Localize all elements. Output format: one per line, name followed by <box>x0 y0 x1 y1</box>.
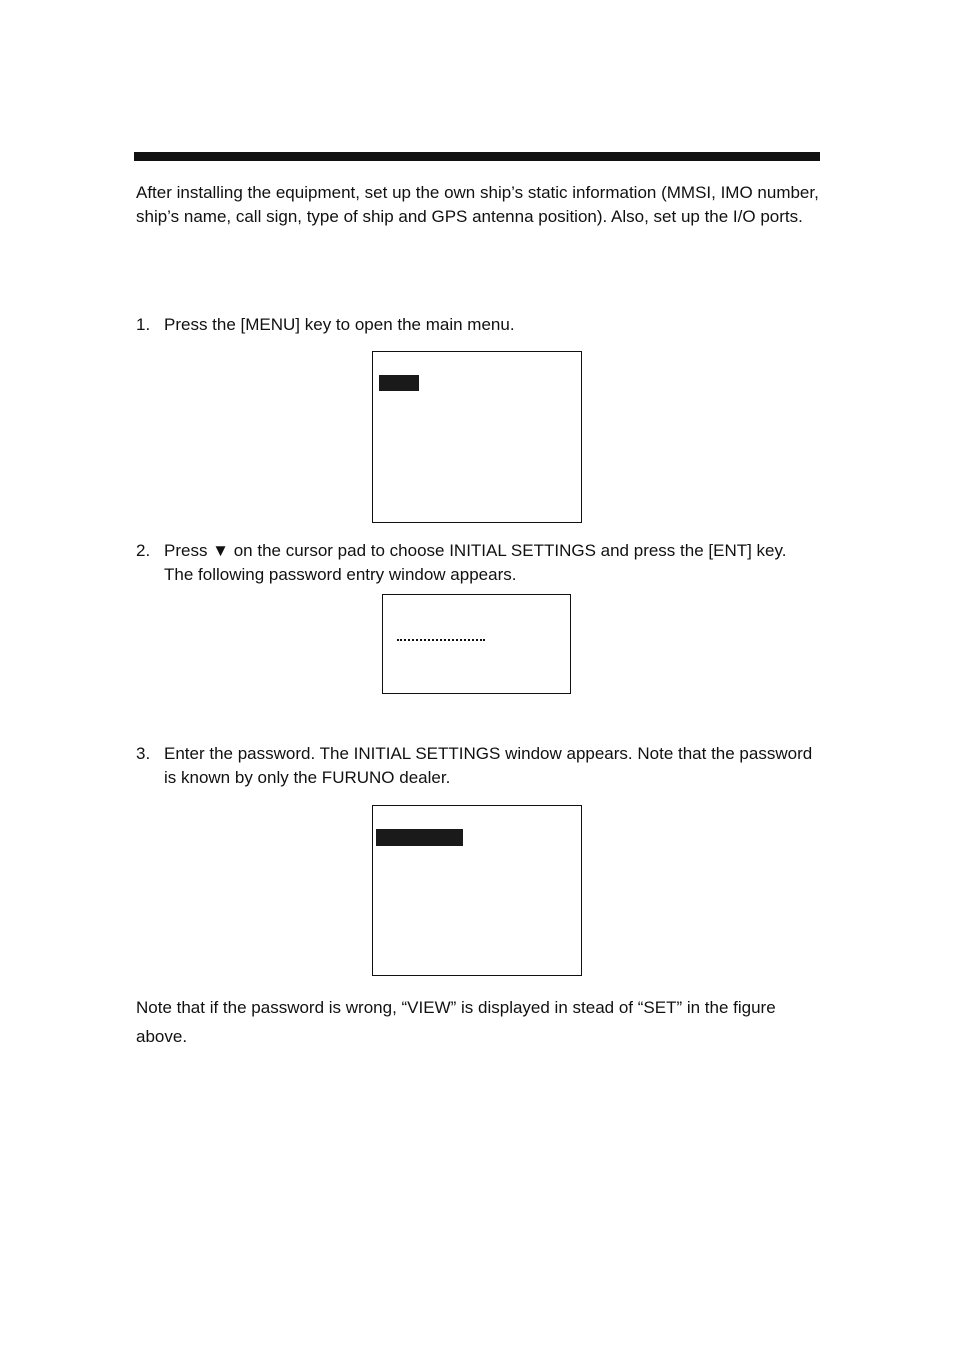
step-2 <box>136 539 820 587</box>
step-3 <box>136 742 820 790</box>
step-text: Press the [MENU] key to open the main menu. <box>164 315 515 334</box>
main-menu-figure <box>372 351 582 523</box>
step-number: 1. <box>136 315 151 334</box>
intro-paragraph: After installing the equipment, set up the own ship’s static information (MMSI, IMO number, ship’s name, call sign, type of ship and GPS antenna position). Also, set up the I/O ports. <box>136 183 819 226</box>
step-1 <box>136 313 820 337</box>
password-entry-figure <box>382 594 571 694</box>
initial-settings-figure <box>372 805 582 976</box>
step-number: 3. <box>136 744 151 763</box>
step-number: 2. <box>136 541 151 560</box>
section-header-rule <box>134 152 820 161</box>
step-text: Enter the password. The INITIAL SETTINGS window appears. Note that the password is known by only the FURUNO dealer. <box>164 744 813 787</box>
step-text: Press ▼ on the cursor pad to choose INITIAL SETTINGS and press the [ENT] key. The following password entry window appears. <box>164 541 787 584</box>
menu-cursor-highlight <box>379 375 419 391</box>
note-paragraph: Note that if the password is wrong, “VIEW” is displayed in stead of “SET” in the figure above. <box>136 998 776 1046</box>
settings-cursor-highlight <box>376 829 463 846</box>
password-field-dots <box>397 639 485 643</box>
